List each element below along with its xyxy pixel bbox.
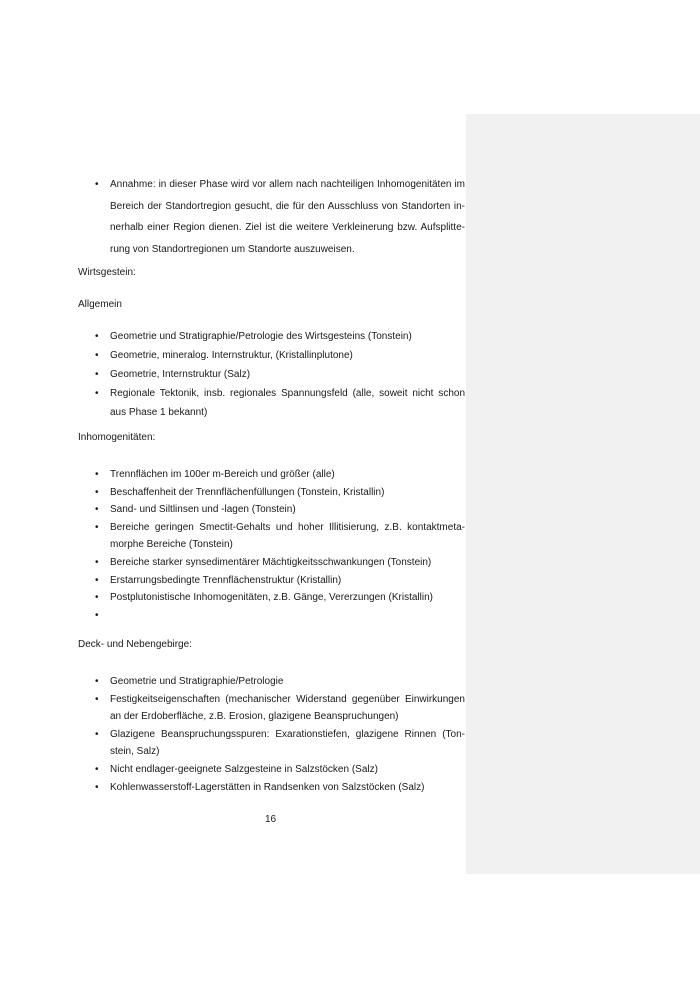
- list-item-text: Annahme: in dieser Phase wird vor allem nach nachteiligen Inhomogenitäten im Bereich der Standortregion gesucht, die für den Ausschluss von Standorten innerhalb einer Region dienen. Ziel ist die weitere Verkleinerung bzw. Aufsplitterung von Standortregionen um Standorte auszuweisen.: [110, 179, 465, 256]
- bullet-icon: •: [95, 504, 99, 516]
- list-item-text: Nicht endlager-geeignete Salzgesteine in Salzstöcken (Salz): [110, 763, 378, 775]
- list-item: [93, 589, 465, 607]
- intro-bullet-list: [93, 174, 465, 261]
- section-heading-inhomogenitaeten: Inhomogenitäten:: [78, 432, 156, 443]
- bullet-icon: •: [95, 369, 99, 380]
- list-item-text: Kohlenwasserstoff-Lagerstätten in Randsenken von Salzstöcken (Salz): [110, 781, 425, 793]
- list-item: [93, 691, 465, 726]
- list-item: [93, 466, 465, 484]
- list-item-text: Bereiche geringen Smectit-Gehalts und hoher Illitisierung, z.B. kontaktmetamorphe Bereiche (Tonstein): [110, 521, 465, 551]
- deck-nebengebirge-bullet-list: [93, 673, 465, 796]
- bullet-icon: •: [95, 676, 99, 687]
- list-item: [93, 501, 465, 519]
- list-item: [93, 779, 465, 797]
- list-item-text: Festigkeitseigenschaften (mechanischer Widerstand gegenüber Einwirkungen an der Erdoberfläche, z.B. Erosion, glazigene Beanspruchungen): [110, 693, 465, 723]
- list-item: [93, 519, 465, 554]
- list-item-text: Trennflächen im 100er m-Bereich und größer (alle): [110, 469, 335, 480]
- section-heading-deck-nebengebirge: Deck- und Nebengebirge:: [78, 639, 192, 650]
- bullet-icon: •: [95, 556, 99, 568]
- bullet-icon: •: [95, 728, 99, 740]
- list-item-text: Glazigene Beanspruchungsspuren: Exarationstiefen, glazigene Rinnen (Tonstein, Salz): [110, 728, 465, 758]
- section-heading-wirtsgestein: Wirtsgestein:: [78, 267, 136, 278]
- bullet-icon: •: [95, 592, 99, 604]
- bullet-icon: •: [95, 609, 99, 621]
- list-item: [93, 761, 465, 779]
- bullet-icon: •: [95, 350, 99, 361]
- list-item-text: Geometrie, Internstruktur (Salz): [110, 369, 251, 380]
- bullet-icon: •: [95, 179, 99, 190]
- bullet-icon: •: [95, 693, 99, 705]
- list-item-text: Beschaffenheit der Trennflächenfüllungen (Tonstein, Kristallin): [110, 486, 385, 498]
- bullet-icon: •: [95, 763, 99, 775]
- list-item-text: Regionale Tektonik, insb. regionales Spannungsfeld (alle, soweit nicht schon aus Phase 1 bekannt): [110, 388, 465, 418]
- bullet-icon: •: [95, 781, 99, 793]
- list-item: [93, 554, 465, 572]
- list-item-text: Postplutonistische Inhomogenitäten, z.B. Gänge, Vererzungen (Kristallin): [110, 592, 433, 604]
- page-number: 16: [264, 814, 277, 825]
- list-item: [93, 327, 465, 346]
- list-item: [93, 484, 465, 502]
- bullet-icon: •: [95, 388, 99, 399]
- list-item: [93, 174, 465, 261]
- list-item-text: Bereiche starker synsedimentärer Mächtigkeitsschwankungen (Tonstein): [110, 556, 432, 568]
- list-item: [93, 346, 465, 365]
- list-item-text: Sand- und Siltlinsen und -lagen (Tonstein): [110, 504, 296, 516]
- list-item: [93, 384, 465, 422]
- bullet-icon: •: [95, 486, 99, 498]
- inhomogenitaeten-bullet-list: [93, 466, 465, 621]
- list-item-text: Geometrie, mineralog. Internstruktur, (Kristallinplutone): [110, 350, 353, 361]
- list-item: [93, 572, 465, 590]
- list-item: [93, 726, 465, 761]
- allgemein-bullet-list: [93, 327, 465, 422]
- bullet-icon: •: [95, 521, 99, 533]
- bullet-icon: •: [95, 574, 99, 586]
- list-item: [93, 673, 465, 691]
- bullet-icon: •: [95, 331, 99, 342]
- list-item-text: Geometrie und Stratigraphie/Petrologie des Wirtsgesteins (Tonstein): [110, 331, 412, 342]
- list-item-text: Erstarrungsbedingte Trennflächenstruktur (Kristallin): [110, 574, 342, 586]
- section-heading-allgemein: Allgemein: [78, 299, 122, 310]
- list-item: [93, 365, 465, 384]
- bullet-icon: •: [95, 469, 99, 480]
- right-gray-panel: [466, 114, 700, 874]
- list-item-text: Geometrie und Stratigraphie/Petrologie: [110, 676, 284, 687]
